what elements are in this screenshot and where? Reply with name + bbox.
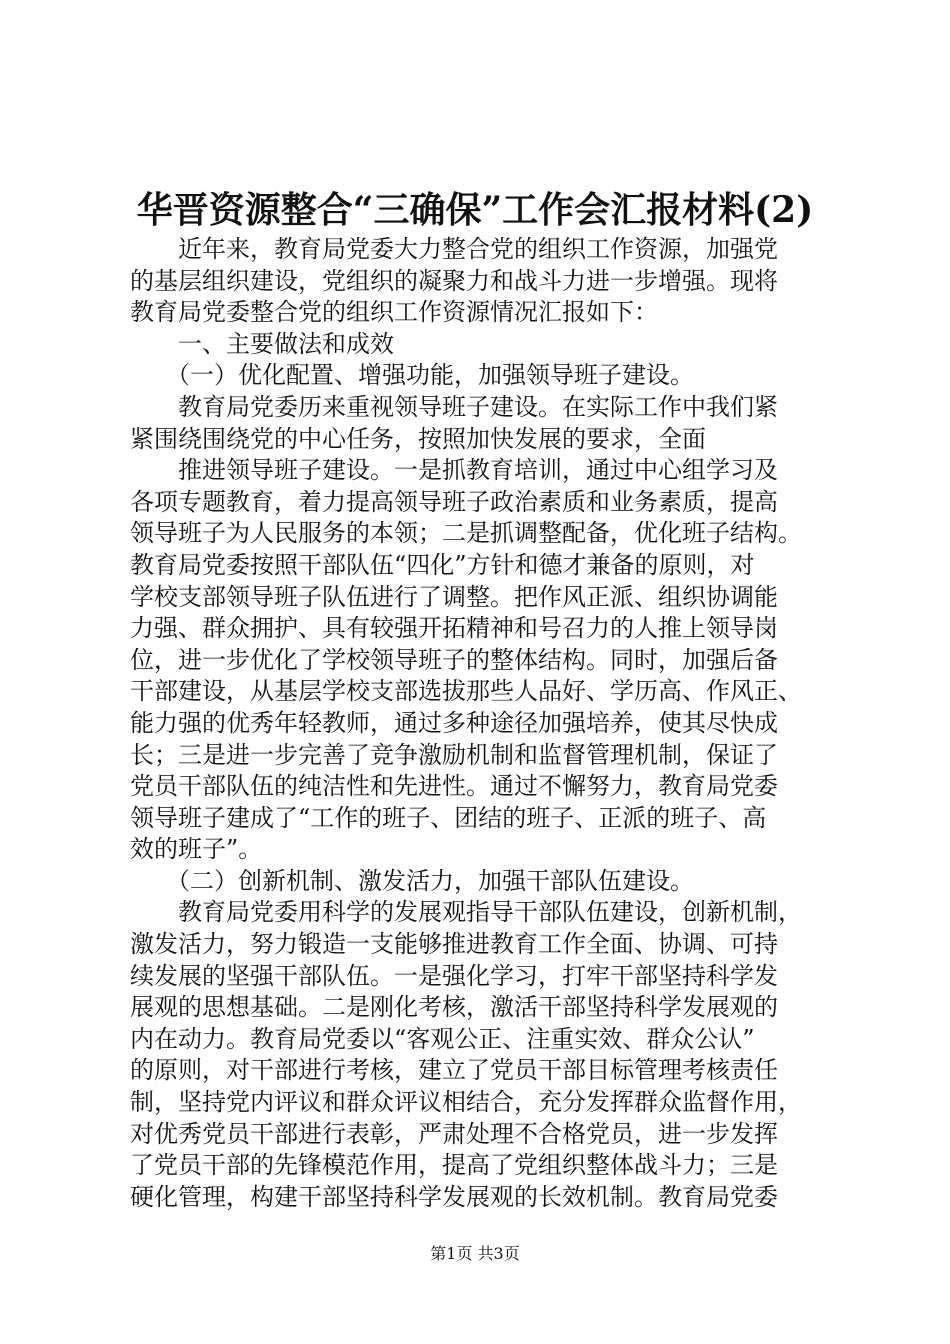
- body-line: 长；三是进一步完善了竞争激励机制和监督管理机制，保证了: [130, 740, 778, 769]
- body-line: 续发展的坚强干部队伍。一是强化学习，打牢干部坚持科学发: [130, 961, 778, 990]
- body-line: 紧围绕围绕党的中心任务，按照加快发展的要求，全面: [130, 424, 706, 453]
- body-line: （一）优化配置、增强功能，加强领导班子建设。: [130, 361, 694, 390]
- body-line: （二）创新机制、激发活力，加强干部队伍建设。: [130, 866, 694, 895]
- body-line: 领导班子建成了“工作的班子、团结的班子、正派的班子、高: [130, 803, 767, 832]
- body-line: 领导班子为人民服务的本领；二是抓调整配备，优化班子结构。: [130, 519, 802, 548]
- body-line: 教育局党委整合党的组织工作资源情况汇报如下：: [130, 298, 658, 327]
- body-line: 近年来，教育局党委大力整合党的组织工作资源，加强党: [130, 235, 778, 263]
- body-line: 力强、群众拥护、具有较强开拓精神和号召力的人推上领导岗: [130, 614, 778, 643]
- body-line: 内在动力。教育局党委以“客观公正、注重实效、群众公认”: [130, 1024, 755, 1053]
- body-line: 党员干部队伍的纯洁性和先进性。通过不懈努力，教育局党委: [130, 772, 778, 801]
- body-line: 了党员干部的先锋模范作用，提高了党组织整体战斗力；三是: [130, 1151, 778, 1180]
- document-title: 华晋资源整合“三确保”工作会汇报材料(2): [136, 189, 814, 231]
- body-line: 能力强的优秀年轻教师，通过多种途径加强培养，使其尽快成: [130, 708, 778, 737]
- body-line: 干部建设，从基层学校支部选拔那些人品好、学历高、作风正、: [130, 677, 802, 706]
- body-line: 对优秀党员干部进行表彰，严肃处理不合格党员，进一步发挥: [130, 1119, 778, 1148]
- body-line: 的原则，对干部进行考核，建立了党员干部目标管理考核责任: [130, 1056, 778, 1085]
- body-line: 教育局党委按照干部队伍“四化”方针和德才兼备的原则，对: [130, 550, 755, 579]
- body-line: 学校支部领导班子队伍进行了调整。把作风正派、组织协调能: [130, 582, 778, 611]
- body-line: 位，进一步优化了学校领导班子的整体结构。同时，加强后备: [130, 645, 778, 674]
- page-footer: 第1页 共3页: [430, 1244, 520, 1263]
- body-line: 的基层组织建设，党组织的凝聚力和战斗力进一步增强。现将: [130, 266, 778, 295]
- document-body: [130, 234, 830, 1213]
- body-line: 一、主要做法和成效: [130, 329, 394, 358]
- body-line: 教育局党委历来重视领导班子建设。在实际工作中我们紧: [130, 392, 778, 421]
- body-line: 激发活力，努力锻造一支能够推进教育工作全面、协调、可持: [130, 930, 778, 959]
- body-line: 展观的思想基础。二是刚化考核，激活干部坚持科学发展观的: [130, 993, 778, 1022]
- body-line: 效的班子”。: [130, 835, 263, 864]
- body-line: 推进领导班子建设。一是抓教育培训，通过中心组学习及: [130, 456, 778, 485]
- body-line: 制，坚持党内评议和群众评议相结合，充分发挥群众监督作用，: [130, 1088, 802, 1117]
- body-line: 各项专题教育，着力提高领导班子政治素质和业务素质，提高: [130, 487, 778, 516]
- body-line: 教育局党委用科学的发展观指导干部队伍建设，创新机制，: [130, 898, 802, 927]
- body-line: 硬化管理，构建干部坚持科学发展观的长效机制。教育局党委: [130, 1182, 778, 1211]
